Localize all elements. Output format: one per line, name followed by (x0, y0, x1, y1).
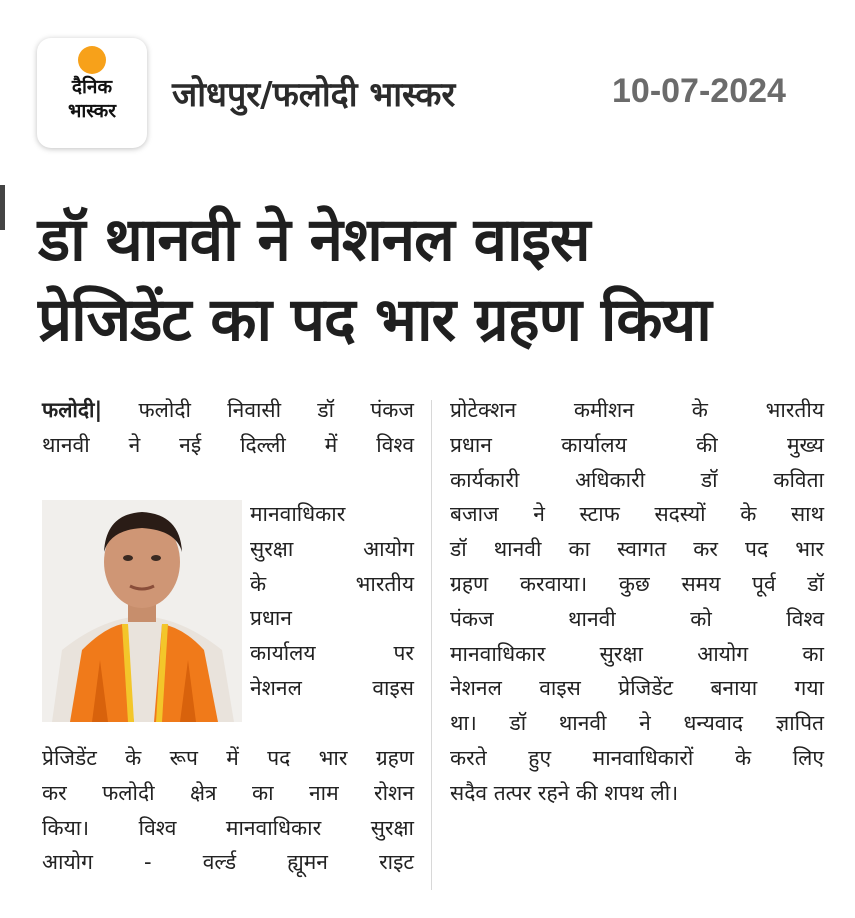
person-image (42, 500, 242, 722)
text-line: थानवी ने नई दिल्ली में विश्व (42, 432, 414, 457)
text-line: कार्यकारी अधिकारी डॉ कविता (450, 467, 824, 492)
left-column-top (42, 393, 414, 463)
text-line (42, 393, 414, 428)
text-line: था। डॉ थानवी ने धन्यवाद ज्ञापित (450, 711, 824, 736)
left-column-beside-photo (250, 497, 414, 706)
text-line: डॉ थानवी का स्वागत कर पद भार (450, 537, 824, 562)
text-line: प्रधान कार्यालय की मुख्य (450, 432, 824, 457)
dainik-bhaskar-logo (37, 38, 147, 148)
column-divider (431, 400, 432, 890)
publication-date: 10-07-2024 (612, 72, 786, 110)
text-line: नेशनल वाइस (250, 675, 414, 700)
text-line: आयोग - वर्ल्ड ह्यूमन राइट (42, 850, 414, 875)
text-line: कर फलोदी क्षेत्र का नाम रोशन (42, 780, 414, 805)
page-edge-mark (0, 185, 5, 230)
text-span: फलोदी निवासी डॉ पंकज (138, 398, 414, 422)
headline-line-2: प्रेजिडेंट का पद भार ग्रहण किया (38, 285, 711, 355)
text-line: करते हुए मानवाधिकारों के लिए (450, 745, 824, 770)
sun-icon (78, 46, 106, 74)
portrait-photo (42, 500, 242, 722)
text-line: के भारतीय (250, 571, 414, 596)
page-header (0, 0, 855, 160)
text-line: मानवाधिकार (250, 502, 346, 526)
left-column-bottom (42, 741, 414, 880)
text-line: ग्रहण करवाया। कुछ समय पूर्व डॉ (450, 571, 824, 596)
text-line: सदैव तत्पर रहने की शपथ ली। (450, 780, 679, 805)
article-headline (38, 200, 838, 360)
logo-text-line2: भास्कर (67, 100, 117, 122)
text-line: किया। विश्व मानवाधिकार सुरक्षा (42, 815, 414, 840)
text-line: प्रोटेक्शन कमीशन के भारतीय (450, 398, 824, 422)
text-line: मानवाधिकार सुरक्षा आयोग का (450, 641, 824, 666)
text-line: सुरक्षा आयोग (250, 536, 414, 561)
text-line: प्रधान (250, 606, 292, 631)
text-line: नेशनल वाइस प्रेजिडेंट बनाया गया (450, 676, 824, 701)
right-column (450, 393, 824, 811)
edition-title: जोधपुर/फलोदी भास्कर (172, 75, 456, 115)
text-line: बजाज ने स्टाफ सदस्यों के साथ (450, 502, 824, 527)
text-line: कार्यालय पर (250, 641, 414, 666)
text-line: पंकज थानवी को विश्व (450, 606, 824, 631)
logo-text-line1: दैनिक (71, 76, 113, 98)
dateline: फलोदी| (42, 398, 103, 422)
headline-line-1: डॉ थानवी ने नेशनल वाइस (38, 205, 590, 275)
text-line: प्रेजिडेंट के रूप में पद भार ग्रहण (42, 746, 414, 770)
